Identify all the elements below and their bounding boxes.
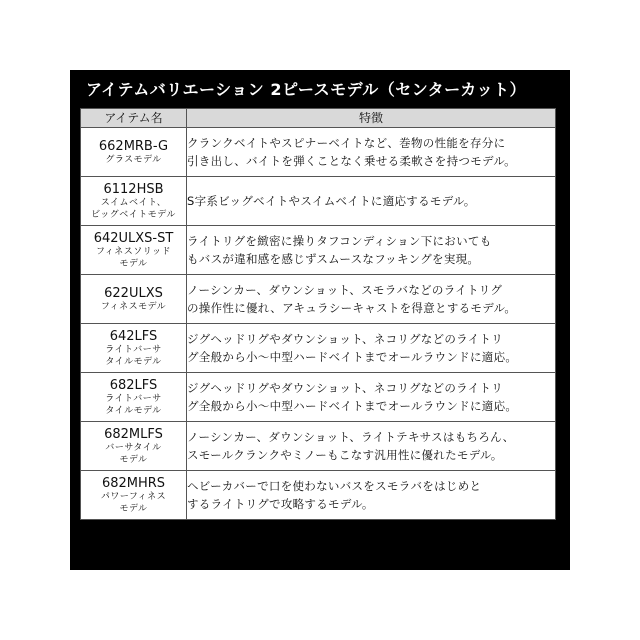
feature-text: スモールクランクやミノーもこなす汎用性に優れたモデル。 bbox=[187, 448, 503, 462]
feature-cell bbox=[187, 422, 556, 471]
feature-text: ライトリグを緻密に操りタフコンディション下においても bbox=[187, 234, 492, 248]
feature-text: ノーシンカー、ダウンショット、スモラバなどのライトリグ bbox=[187, 283, 503, 297]
feature-text: グ全般から小〜中型ハードベイトまでオールラウンドに適応。 bbox=[187, 350, 518, 364]
feature-text: もバスが違和感を感じずスムースなフッキングを実現。 bbox=[187, 252, 480, 266]
item-name-cell bbox=[81, 226, 187, 275]
item-name-cell bbox=[81, 177, 187, 226]
model-code: 6112HSB bbox=[103, 181, 164, 197]
model-code: 642ULXS-ST bbox=[93, 230, 174, 246]
model-code: 622ULXS bbox=[104, 285, 163, 301]
header-item-name: アイテム名 bbox=[81, 109, 187, 128]
table-header-row bbox=[81, 109, 556, 128]
header-feature: 特徴 bbox=[187, 109, 556, 128]
item-name-cell bbox=[81, 275, 187, 324]
model-type: ライトバーサ bbox=[105, 393, 162, 404]
model-type: ライトバーサ bbox=[105, 344, 162, 355]
model-type: モデル bbox=[119, 258, 148, 269]
item-name-cell bbox=[81, 471, 187, 520]
feature-cell bbox=[187, 275, 556, 324]
feature-text: ヘビーカバーで口を使わないバスをスモラバをはじめと bbox=[187, 479, 482, 493]
table-row bbox=[81, 324, 556, 373]
model-code: 682MHRS bbox=[101, 475, 166, 491]
model-type: フィネスソリッド bbox=[96, 246, 171, 257]
model-type: スイムベイト、 bbox=[100, 197, 167, 208]
item-name-cell bbox=[81, 373, 187, 422]
feature-cell bbox=[187, 471, 556, 520]
feature-cell bbox=[187, 373, 556, 422]
model-type: モデル bbox=[119, 454, 148, 465]
feature-text: の操作性に優れ、アキュラシーキャストを得意とするモデル。 bbox=[187, 301, 517, 315]
spec-table bbox=[80, 108, 556, 520]
feature-text: ノーシンカー、ダウンショット、ライトテキサスはもちろん、 bbox=[187, 430, 515, 444]
feature-text: クランクベイトやスピナーベイトなど、巻物の性能を存分に bbox=[187, 136, 506, 150]
feature-text: するライトリグで攻略するモデル。 bbox=[187, 497, 374, 511]
model-type: フィネスモデル bbox=[100, 301, 167, 312]
item-name-cell bbox=[81, 422, 187, 471]
page-title: アイテムバリエーション 2ピースモデル（センターカット） bbox=[86, 80, 527, 99]
item-name-cell bbox=[81, 128, 187, 177]
model-type: ビッグベイトモデル bbox=[91, 209, 176, 220]
model-type: モデル bbox=[119, 503, 148, 514]
feature-text: S字系ビッグベイトやスイムベイトに適応するモデル。 bbox=[187, 194, 476, 208]
model-type: タイルモデル bbox=[105, 356, 162, 367]
feature-cell bbox=[187, 324, 556, 373]
feature-text: ジグヘッドリグやダウンショット、ネコリグなどのライトリ bbox=[187, 381, 504, 395]
model-code: 662MRB-G bbox=[98, 138, 169, 154]
model-code: 682LFS bbox=[109, 377, 158, 393]
feature-cell bbox=[187, 226, 556, 275]
feature-text: 引き出し、バイトを弾くことなく乗せる柔軟さを持つモデル。 bbox=[187, 154, 516, 168]
table-row bbox=[81, 373, 556, 422]
table-row bbox=[81, 128, 556, 177]
table-row bbox=[81, 275, 556, 324]
table-row bbox=[81, 471, 556, 520]
table-row bbox=[81, 422, 556, 471]
table-row bbox=[81, 226, 556, 275]
feature-cell bbox=[187, 177, 556, 226]
model-type: パワーフィネス bbox=[100, 491, 167, 502]
model-type: グラスモデル bbox=[105, 154, 162, 165]
model-type: タイルモデル bbox=[105, 405, 162, 416]
model-code: 642LFS bbox=[109, 328, 158, 344]
model-type: バーサタイル bbox=[105, 442, 162, 453]
feature-cell bbox=[187, 128, 556, 177]
feature-text: グ全般から小〜中型ハードベイトまでオールラウンドに適応。 bbox=[187, 399, 518, 413]
model-code: 682MLFS bbox=[104, 426, 163, 442]
spec-panel bbox=[70, 70, 570, 570]
feature-text: ジグヘッドリグやダウンショット、ネコリグなどのライトリ bbox=[187, 332, 504, 346]
item-name-cell bbox=[81, 324, 187, 373]
table-row bbox=[81, 177, 556, 226]
